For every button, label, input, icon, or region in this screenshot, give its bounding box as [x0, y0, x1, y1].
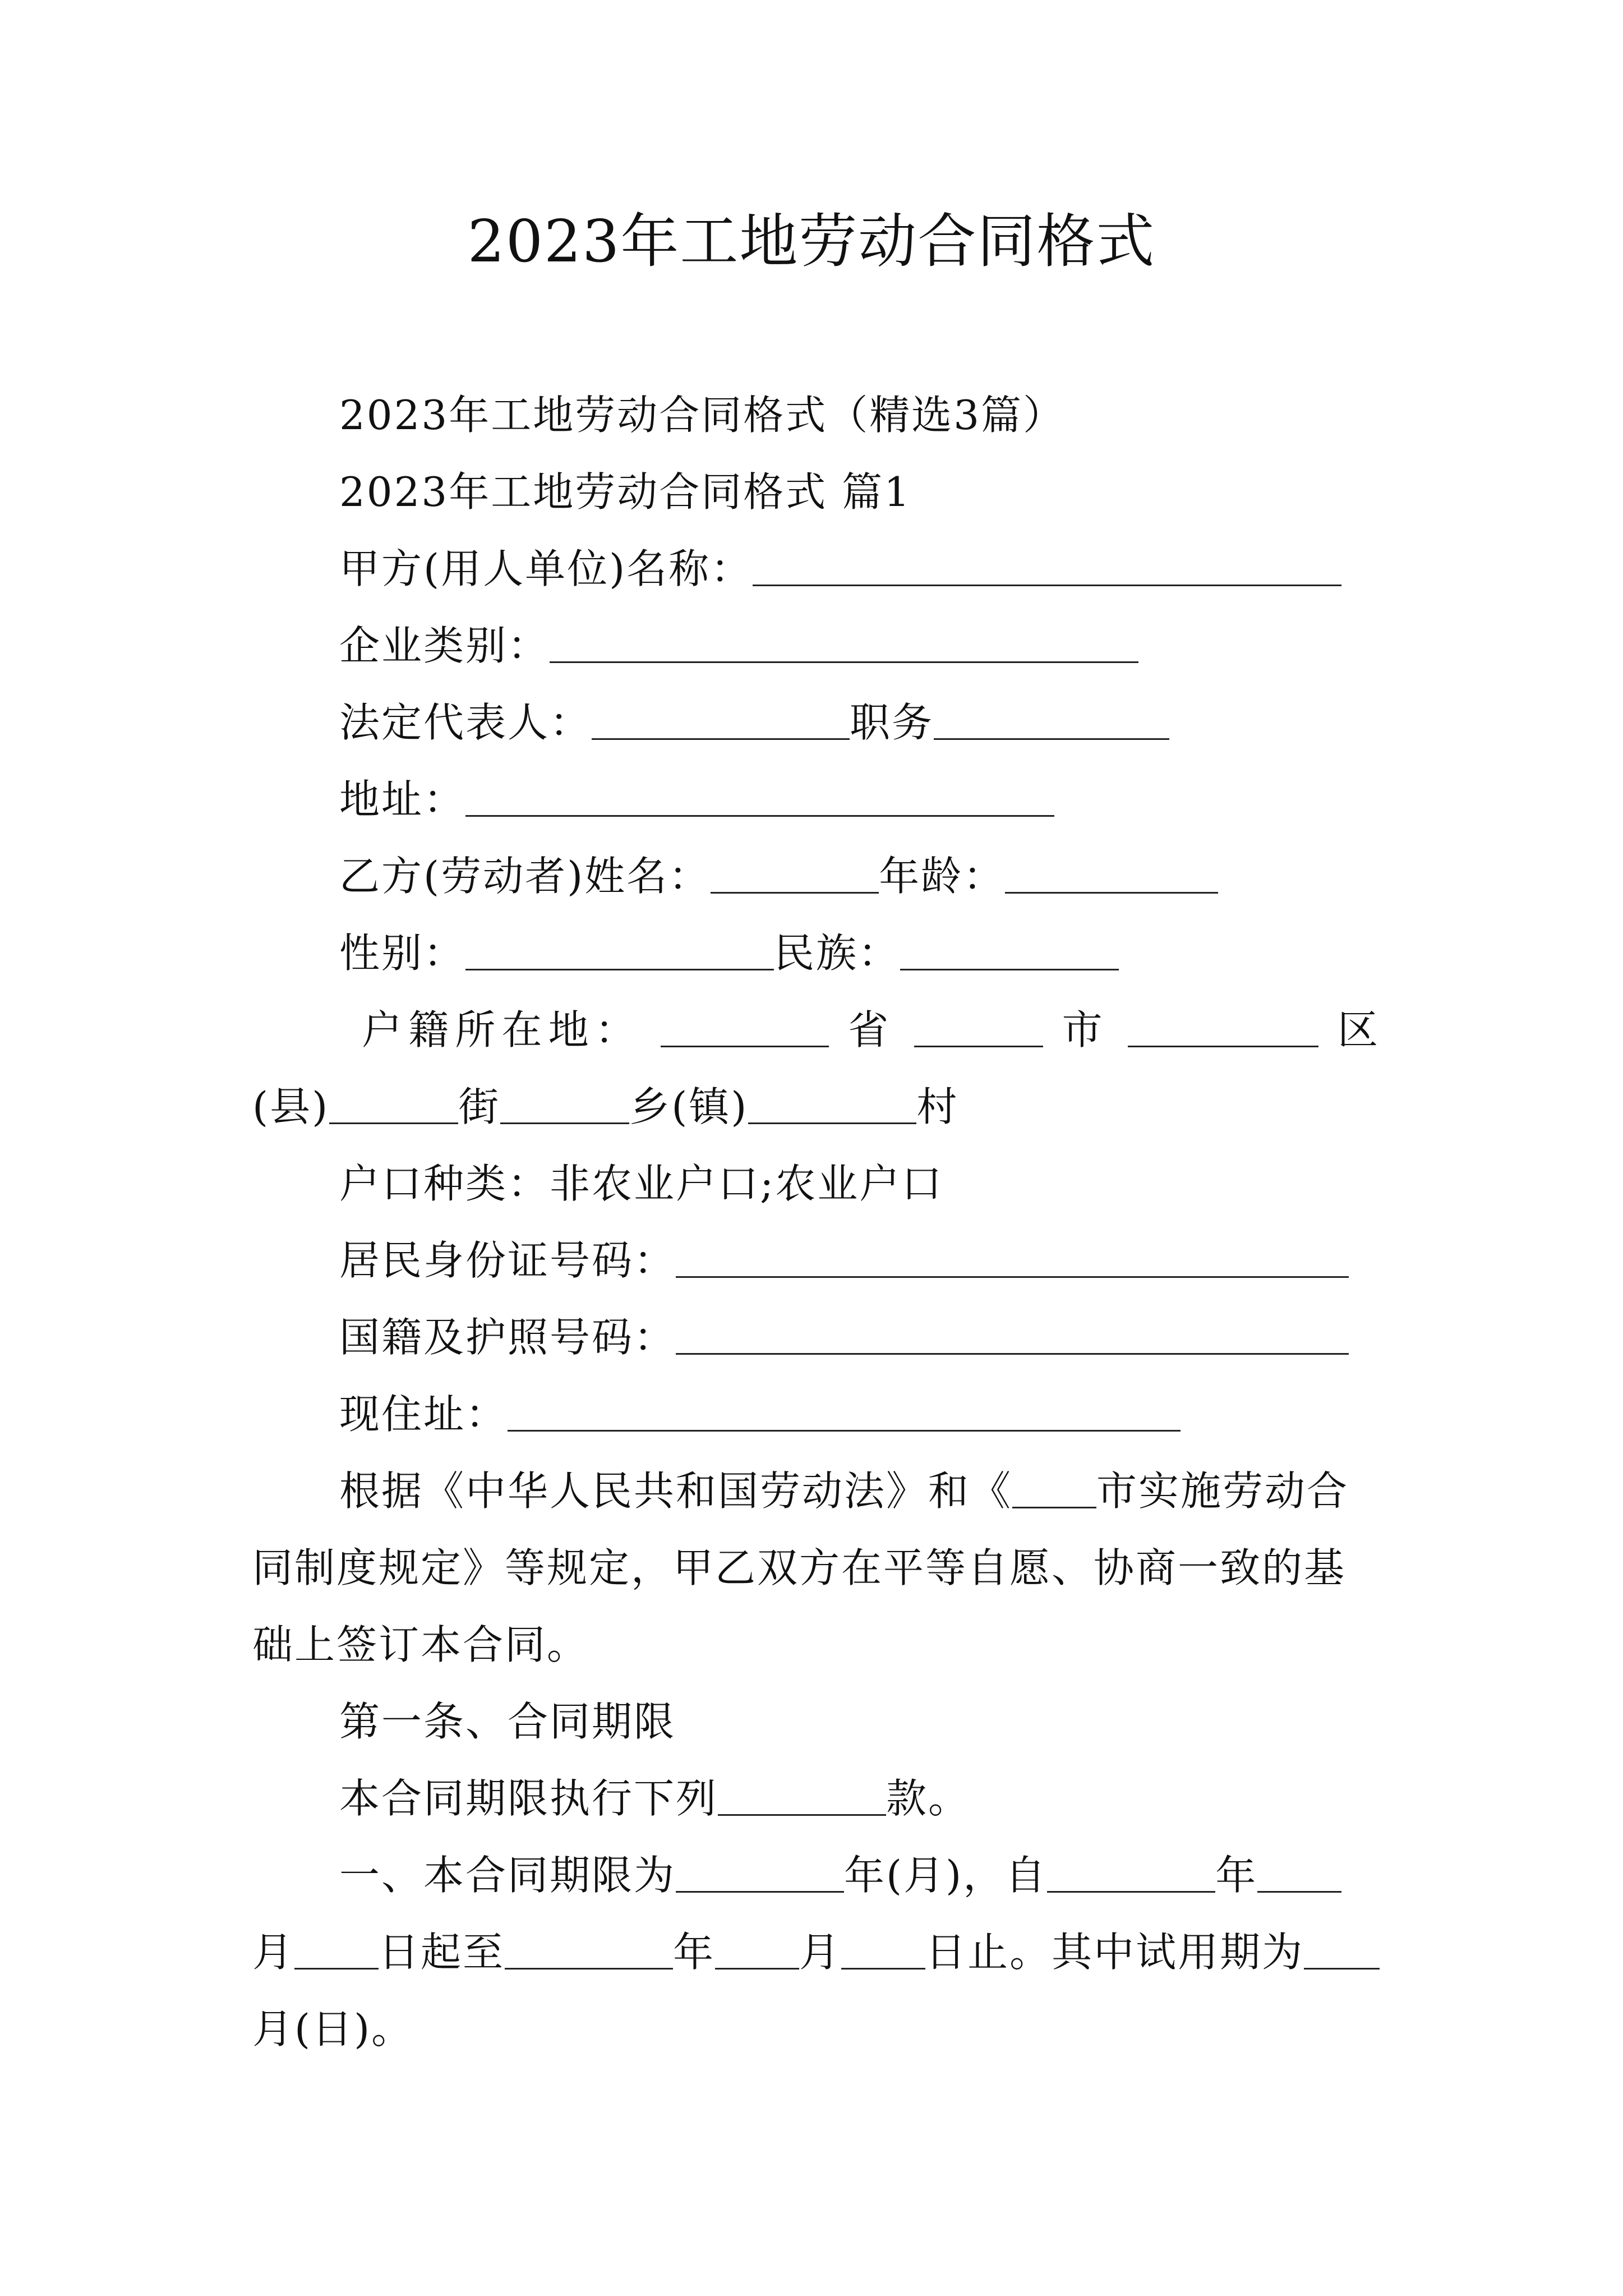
paragraph-basis-line-2: [252, 1530, 1380, 1607]
county-label: (县): [252, 1083, 330, 1130]
legal-representative-line: [252, 684, 1380, 761]
start-year-label: 年: [1215, 1852, 1258, 1899]
household-location-label: 户籍所在地：: [362, 1006, 642, 1053]
street-field[interactable]: [329, 1088, 458, 1124]
household-location-line: [252, 992, 1380, 1069]
passport-line: [252, 1299, 1380, 1376]
basis-text-4: 础上签订本合同。: [252, 1621, 589, 1668]
start-year-field[interactable]: [1047, 1856, 1215, 1893]
village-label: 村: [916, 1083, 959, 1130]
address-line: [252, 761, 1380, 838]
gender-ethnicity-line: [252, 915, 1380, 992]
section-heading-line: [252, 454, 1380, 531]
start-month-field[interactable]: [1257, 1856, 1341, 1893]
employer-name-label: 甲方(用人单位)名称：: [339, 545, 753, 592]
end-day-label: 日止。其中试用期为: [925, 1929, 1304, 1976]
probation-unit-text: 月(日)。: [252, 2005, 414, 2053]
article-one-heading: 第一条、合同期限: [339, 1698, 676, 1745]
document-body: [252, 377, 1380, 2068]
gender-field[interactable]: [465, 934, 774, 970]
section-heading-text: 2023年工地劳动合同格式 篇1: [339, 468, 911, 516]
passport-field[interactable]: [676, 1318, 1349, 1355]
ethnicity-label: 民族：: [774, 930, 901, 977]
employee-name-field[interactable]: [711, 857, 879, 894]
township-label: 乡(镇): [629, 1083, 749, 1130]
id-number-field[interactable]: [676, 1241, 1349, 1278]
district-field[interactable]: [1128, 1011, 1318, 1047]
subtitle-line: [252, 377, 1380, 454]
province-label: 省: [848, 1006, 895, 1053]
employer-name-line: [252, 531, 1380, 608]
term-clause-suffix: 款。: [886, 1775, 971, 1822]
address-field[interactable]: [465, 780, 1054, 817]
enterprise-type-line: [252, 608, 1380, 684]
term-period-line-1: [252, 1837, 1380, 1914]
current-address-label: 现住址：: [339, 1391, 508, 1438]
id-number-line: [252, 1222, 1380, 1299]
legal-representative-field[interactable]: [592, 703, 850, 740]
term-unit-text: 年(月)，自: [844, 1852, 1048, 1899]
start-month-label: 月: [252, 1929, 295, 1976]
basis-text-1: 根据《中华人民共和国劳动法》和《: [339, 1467, 1013, 1515]
household-type-line: [252, 1145, 1380, 1222]
end-year-label: 年: [673, 1929, 716, 1976]
province-field[interactable]: [661, 1011, 829, 1047]
end-day-field[interactable]: [841, 1933, 925, 1970]
village-field[interactable]: [748, 1088, 916, 1124]
household-type-text: 户口种类：非农业户口;农业户口: [339, 1160, 944, 1207]
term-clause-line: [252, 1760, 1380, 1837]
term-clause-text: 本合同期限执行下列: [339, 1775, 718, 1822]
paragraph-basis-line-3: [252, 1607, 1380, 1683]
position-field[interactable]: [934, 703, 1169, 740]
basis-text-2: 市实施劳动合: [1096, 1467, 1349, 1515]
current-address-field[interactable]: [508, 1395, 1181, 1432]
legal-representative-label: 法定代表人：: [339, 699, 592, 746]
end-year-field[interactable]: [505, 1933, 673, 1970]
enterprise-type-field[interactable]: [550, 627, 1138, 663]
start-day-field[interactable]: [294, 1933, 379, 1970]
probation-field[interactable]: [1304, 1933, 1380, 1970]
age-field[interactable]: [1005, 857, 1218, 894]
enterprise-type-label: 企业类别：: [339, 622, 550, 669]
start-day-label: 日起至: [379, 1929, 505, 1976]
subtitle-text: 2023年工地劳动合同格式（精选3篇）: [339, 392, 1066, 439]
ethnicity-field[interactable]: [900, 934, 1119, 970]
term-length-field[interactable]: [676, 1856, 844, 1893]
position-label: 职务: [850, 699, 934, 746]
paragraph-basis-line-1: [252, 1453, 1380, 1530]
age-label: 年龄：: [879, 853, 1006, 900]
township-field[interactable]: [500, 1088, 629, 1124]
end-month-label: 月: [799, 1929, 842, 1976]
id-number-label: 居民身份证号码：: [339, 1237, 676, 1284]
household-location-line-2: [252, 1069, 1380, 1145]
term-period-text: 一、本合同期限为: [339, 1852, 676, 1899]
current-address-line: [252, 1376, 1380, 1453]
term-period-line-2: [252, 1914, 1380, 1991]
gender-label: 性别：: [339, 930, 466, 977]
employee-name-line: [252, 838, 1380, 915]
city-regulation-field[interactable]: [1012, 1472, 1096, 1508]
document-title: 2023年工地劳动合同格式: [467, 207, 1156, 275]
passport-label: 国籍及护照号码：: [339, 1314, 676, 1361]
street-label: 街: [458, 1083, 501, 1130]
district-label: 区: [1337, 1006, 1380, 1053]
city-field[interactable]: [914, 1011, 1043, 1047]
article-one-heading-line: [252, 1683, 1380, 1760]
term-clause-field[interactable]: [718, 1779, 886, 1816]
employer-name-field[interactable]: [753, 550, 1341, 586]
employee-name-label: 乙方(劳动者)姓名：: [339, 853, 711, 900]
city-label: 市: [1062, 1006, 1109, 1053]
address-label: 地址：: [339, 776, 466, 823]
end-month-field[interactable]: [715, 1933, 799, 1970]
basis-text-3: 同制度规定》等规定，甲乙双方在平等自愿、协商一致的基: [252, 1544, 1347, 1591]
term-period-line-3: [252, 1991, 1380, 2068]
